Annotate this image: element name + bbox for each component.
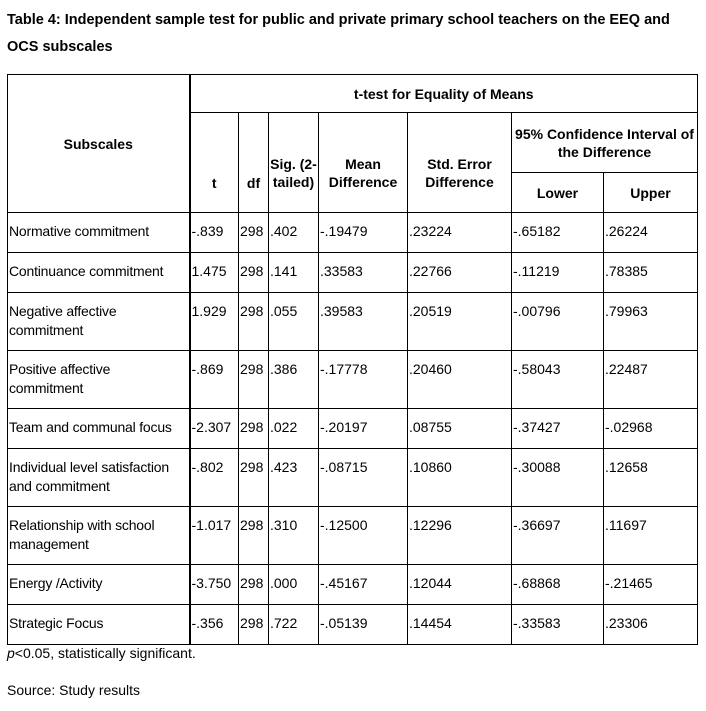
cell-t: -.802 [190,449,239,507]
cell-t: -.869 [190,351,239,409]
header-sig: Sig. (2-tailed) [269,113,319,213]
cell-sig: .055 [269,293,319,351]
header-confidence-interval: 95% Confidence Interval of the Difference [512,113,698,173]
cell-df: 298 [239,409,269,449]
cell-se: .20460 [408,351,512,409]
cell-df: 298 [239,293,269,351]
table-row [8,253,698,293]
independent-sample-test-table [7,74,698,645]
cell-sig: .402 [269,213,319,253]
header-lower: Lower [512,173,604,213]
table-row [8,449,698,507]
table-row [8,351,698,409]
cell-se: .12044 [408,565,512,605]
cell-up: .12658 [604,449,698,507]
subscale-name: Positive affective commitment [8,351,190,409]
cell-df: 298 [239,213,269,253]
cell-lo: -.30088 [512,449,604,507]
p-symbol: p [7,645,15,661]
cell-md: .33583 [319,253,408,293]
table-caption [7,7,702,61]
significance-note [7,645,196,661]
cell-md: -.45167 [319,565,408,605]
cell-se: .10860 [408,449,512,507]
cell-df: 298 [239,351,269,409]
cell-se: .14454 [408,605,512,645]
table-row [8,213,698,253]
cell-md: -.20197 [319,409,408,449]
header-std-error-difference: Std. Error Difference [408,113,512,213]
cell-t: -3.750 [190,565,239,605]
header-ttest: t-test for Equality of Means [190,75,698,113]
cell-up: -.21465 [604,565,698,605]
cell-df: 298 [239,253,269,293]
subscale-name: Negative affective commitment [8,293,190,351]
source-note: Source: Study results [7,682,141,698]
cell-se: .20519 [408,293,512,351]
significance-text: <0.05, statistically significant. [14,645,196,661]
cell-lo: -.65182 [512,213,604,253]
cell-se: .23224 [408,213,512,253]
cell-md: .39583 [319,293,408,351]
cell-se: .22766 [408,253,512,293]
cell-sig: .022 [269,409,319,449]
cell-up: -.02968 [604,409,698,449]
cell-md: -.12500 [319,507,408,565]
cell-sig: .722 [269,605,319,645]
cell-lo: -.11219 [512,253,604,293]
subscale-name: Individual level satisfaction and commitment [8,449,190,507]
cell-up: .79963 [604,293,698,351]
cell-sig: .386 [269,351,319,409]
subscale-name: Team and communal focus [8,409,190,449]
cell-df: 298 [239,507,269,565]
cell-md: -.19479 [319,213,408,253]
table-row [8,605,698,645]
cell-sig: .423 [269,449,319,507]
subscale-name: Relationship with school management [8,507,190,565]
cell-lo: -.36697 [512,507,604,565]
cell-md: -.05139 [319,605,408,645]
subscale-name: Strategic Focus [8,605,190,645]
table-row [8,409,698,449]
cell-sig: .310 [269,507,319,565]
cell-up: .26224 [604,213,698,253]
cell-lo: -.33583 [512,605,604,645]
table-row [8,293,698,351]
cell-up: .11697 [604,507,698,565]
cell-t: 1.929 [190,293,239,351]
cell-up: .23306 [604,605,698,645]
cell-df: 298 [239,449,269,507]
header-df: df [239,113,269,213]
cell-se: .08755 [408,409,512,449]
cell-t: -.839 [190,213,239,253]
cell-lo: -.37427 [512,409,604,449]
cell-t: -1.017 [190,507,239,565]
cell-t: -.356 [190,605,239,645]
header-t: t [190,113,239,213]
cell-lo: -.58043 [512,351,604,409]
caption-line-1: Table 4: Independent sample test for public and private primary school teachers on the EEQ and [7,12,670,28]
subscale-name: Energy /Activity [8,565,190,605]
cell-lo: -.68868 [512,565,604,605]
cell-md: -.17778 [319,351,408,409]
cell-sig: .141 [269,253,319,293]
cell-t: -2.307 [190,409,239,449]
cell-sig: .000 [269,565,319,605]
table-row [8,565,698,605]
table-row [8,507,698,565]
subscale-name: Normative commitment [8,213,190,253]
cell-df: 298 [239,565,269,605]
caption-line-2: OCS subscales [7,39,113,55]
header-mean-difference: Mean Difference [319,113,408,213]
cell-se: .12296 [408,507,512,565]
header-upper: Upper [604,173,698,213]
header-subscales: Subscales [8,75,190,213]
cell-t: 1.475 [190,253,239,293]
cell-up: .22487 [604,351,698,409]
cell-lo: -.00796 [512,293,604,351]
cell-df: 298 [239,605,269,645]
subscale-name: Continuance commitment [8,253,190,293]
cell-md: -.08715 [319,449,408,507]
cell-up: .78385 [604,253,698,293]
